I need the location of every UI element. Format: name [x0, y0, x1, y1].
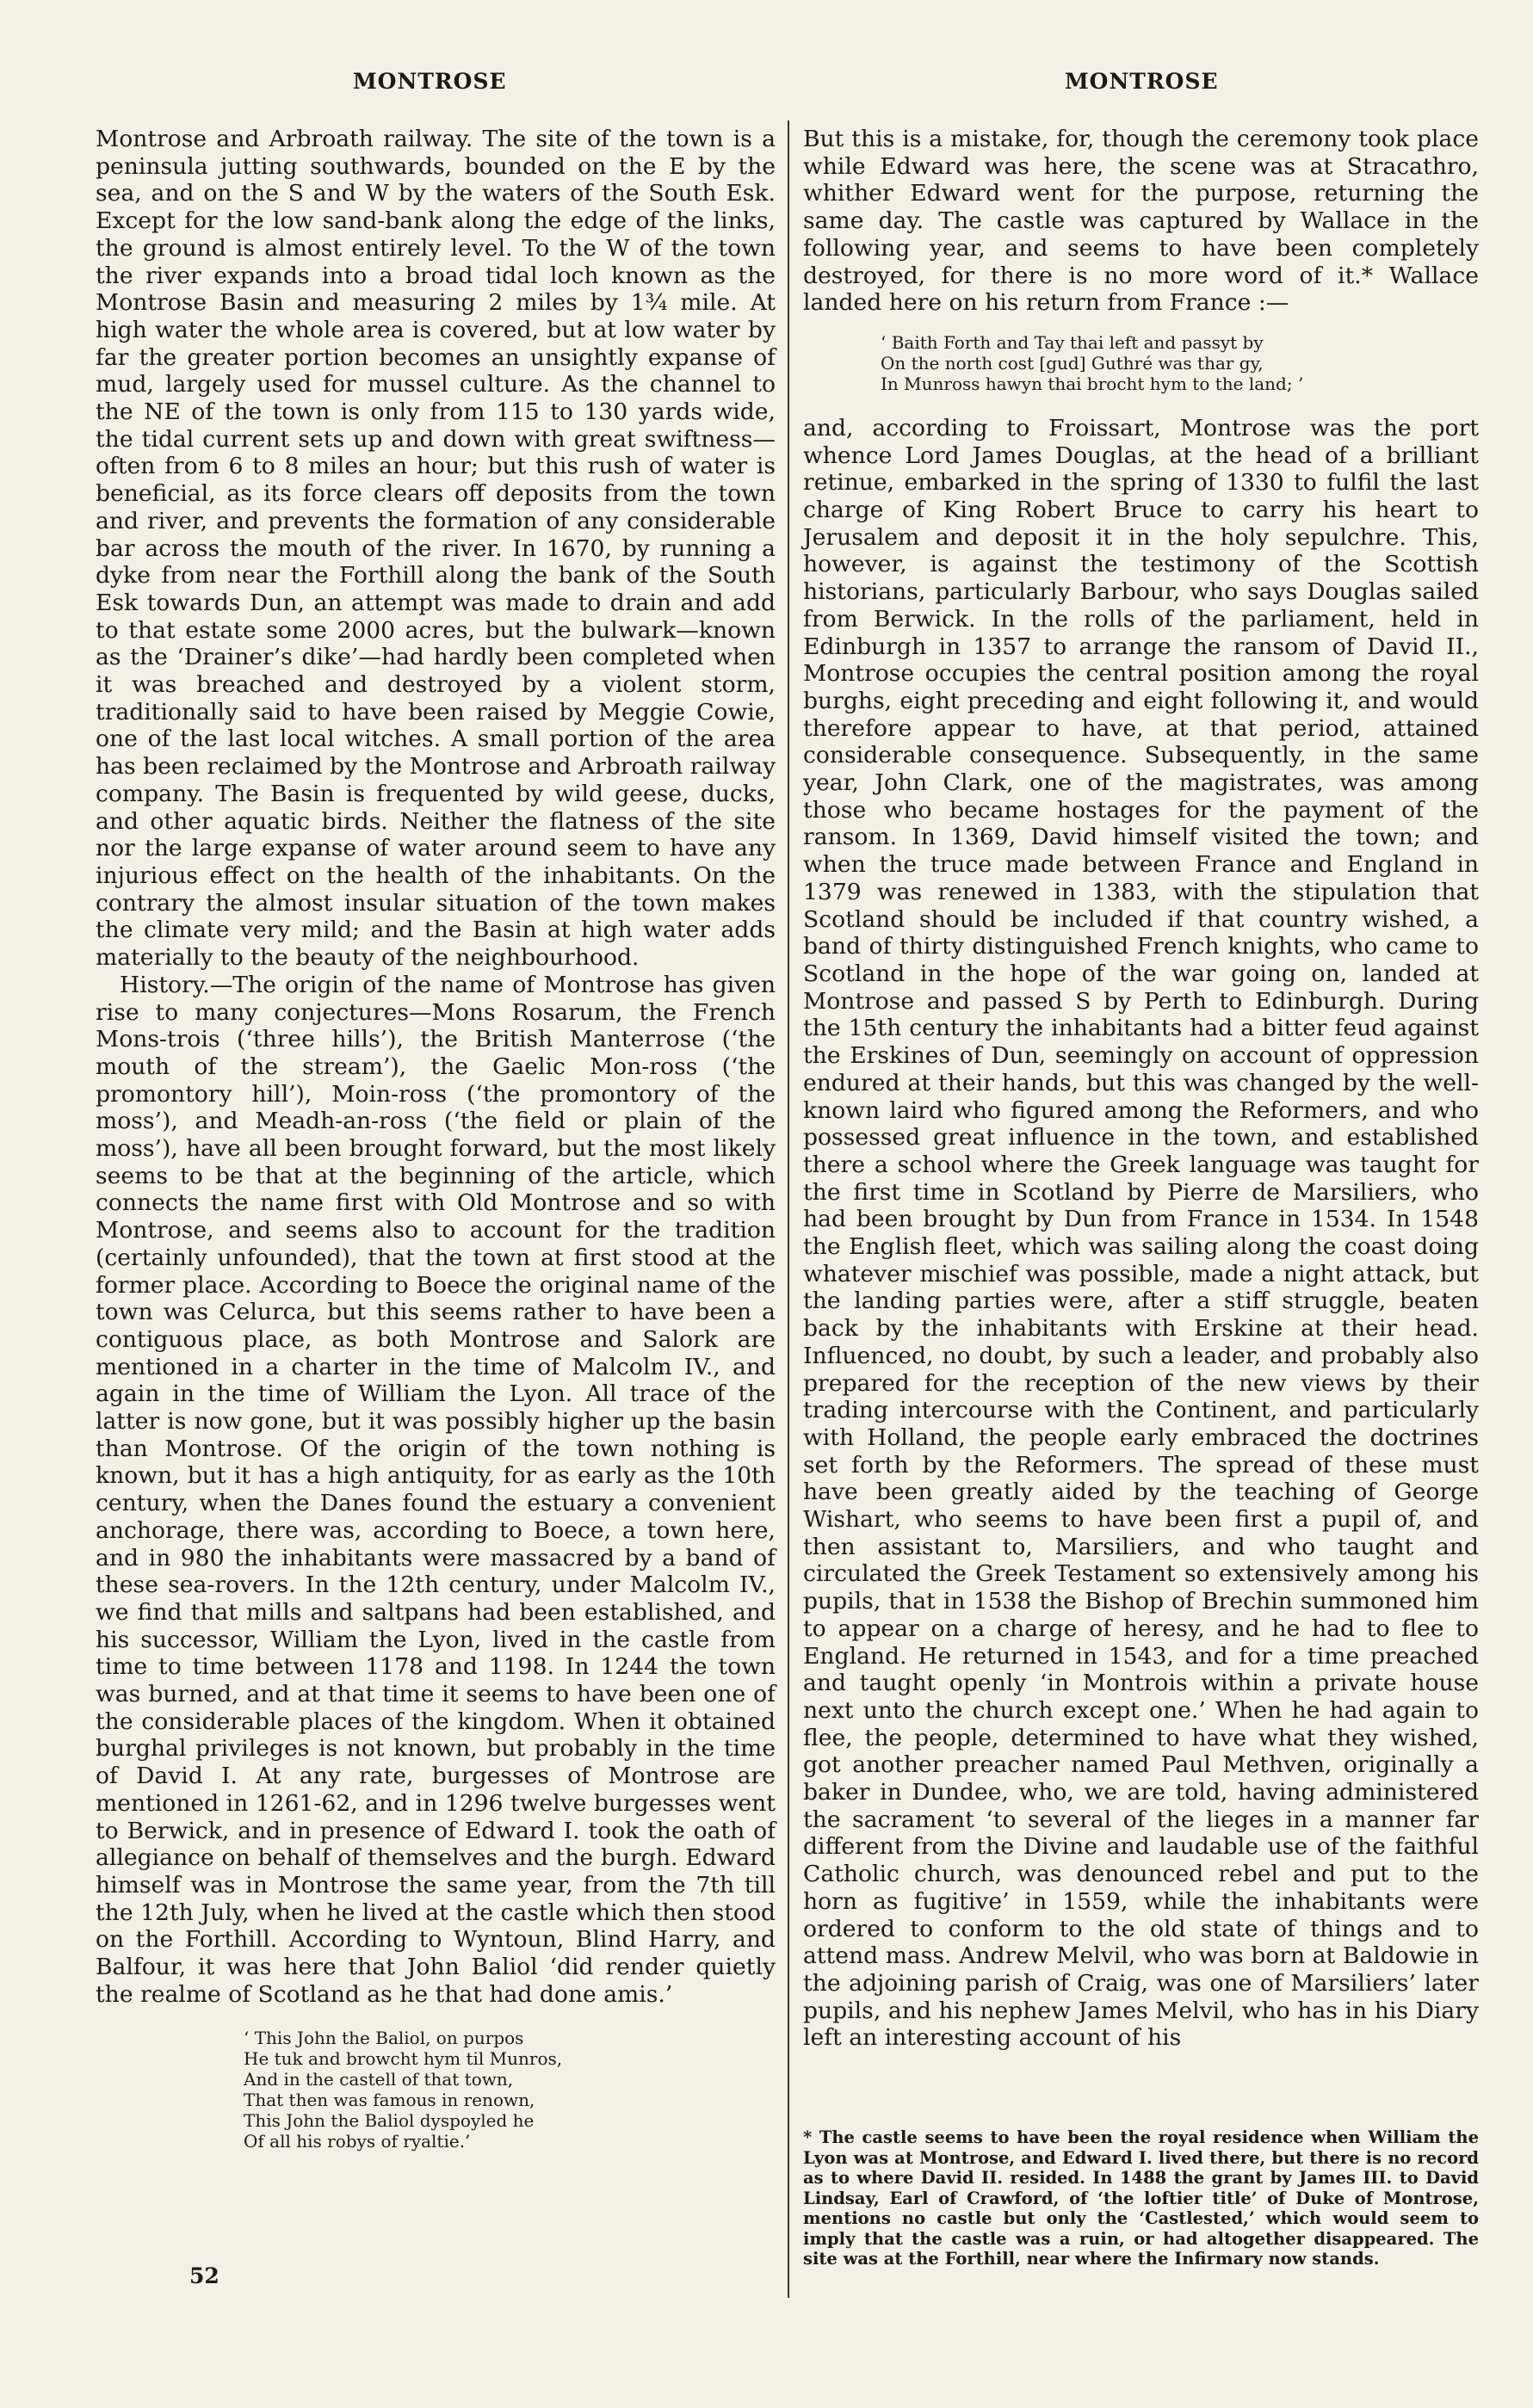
- paragraph-site: Montrose and Arbroath railway. The site of the town is a peninsula jutting southwards, bounded on the E by the sea, and on the S and W by the waters of the South Esk. Except for the low sand-bank along the edge of the links, the ground is almost entirely level. To the W of the town the river expands into a broad tidal loch known as the Montrose Basin and measuring 2 miles by 1¾ mile. At high water the whole area is covered, but at low water by far the greater portion becomes an unsightly expanse of mud, largely used for mussel culture. As the channel to the NE of the town is only from 115 to 130 yards wide, the tidal current sets up and down with great swiftness—often from 6 to 8 miles an hour; but this rush of water is beneficial, as its force clears off deposits from the town and river, and prevents the formation of any considerable bar across the mouth of the river. In 1670, by running a dyke from near the Forthill along the bank of the South Esk towards Dun, an attempt was made to drain and add to that estate some 2000 acres, but the bulwark—known as the ‘Drainer’s dike’—had hardly been completed when it was breached and destroyed by a violent storm, traditionally said to have been raised by Meggie Cowie, one of the last local witches. A small portion of the area has been reclaimed by the Montrose and Arbroath railway company. The Basin is frequented by wild geese, ducks, and other aquatic birds. Neither the flatness of the site nor the large expanse of water around seem to have any injurious effect on the health of the inhabitants. On the contrary the almost insular situation of the town makes the climate very mild; and the Basin at high water adds materially to the beauty of the neighbourhood.: [96, 126, 776, 972]
- paragraph-wallace: But this is a mistake, for, though the ceremony took place while Edward was here, the scene was at Stracathro, whither Edward went for the purpose, returning the same day. The castle was captured by Wallace in the following year, and seems to have been completely destroyed, for there is no more word of it.* Wallace landed here on his return from France :—: [803, 126, 1479, 317]
- verse-quotation-wallace: ‘ Baith Forth and Tay thai left and passyt by On the north cost [gud] Guthré was thar gy, In Munross hawyn thai brocht hym to the land; ’: [881, 331, 1304, 394]
- verse-quotation-baliol: ‘ This John the Baliol, on purpos He tuk and browcht hym til Munros, And in the castell of that town, That then was famous in renown, This John the Baliol dyspoyled he Of all his robys of ryaltie.’: [244, 2027, 563, 2152]
- right-column: [803, 126, 1479, 2052]
- running-head-right: MONTROSE: [1065, 69, 1219, 94]
- footnote: * The castle seems to have been the royal residence when William the Lyon was at Montrose, and Edward I. lived there, but there is no record as to where David II. resided. In 1488 the grant by James III. to David Lindsay, Earl of Crawford, of ‘the loftier title’ of Duke of Montrose, mentions no castle but only the ‘Castlested,’ which would seem to imply that the castle was a ruin, or had altogether disappeared. The site was at the Forthill, near where the Infirmary now stands.: [803, 2127, 1479, 2269]
- column-divider: [788, 120, 789, 2298]
- running-head-left: MONTROSE: [353, 69, 507, 94]
- paragraph-history: History.—The origin of the name of Montrose has given rise to many conjectures—Mons Rosarum, the French Mons-trois (‘three hills’), the British Manterrose (‘the mouth of the stream’), the Gaelic Mon-ross (‘the promontory hill’), Moin-ross (‘the promontory of the moss’), and Meadh-an-ross (‘the field or plain of the moss’), have all been brought forward, but the most likely seems to be that at the beginning of the article, which connects the name first with Old Montrose and so with Montrose, and seems also to account for the tradition (certainly unfounded), that the town at first stood at the former place. According to Boece the original name of the town was Celurca, but this seems rather to have been a contiguous place, as both Montrose and Salork are mentioned in a charter in the time of Malcolm IV., and again in the time of William the Lyon. All trace of the latter is now gone, but it was possibly higher up the basin than Montrose. Of the origin of the town nothing is known, but it has a high antiquity, for as early as the 10th century, when the Danes found the estuary a convenient anchorage, there was, according to Boece, a town here, and in 980 the inhabitants were massacred by a band of these sea-rovers. In the 12th century, under Malcolm IV., we find that mills and saltpans had been established, and his successor, William the Lyon, lived in the castle from time to time between 1178 and 1198. In 1244 the town was burned, and at that time it seems to have been one of the considerable places of the kingdom. When it obtained burghal privileges is not known, but probably in the time of David I. At any rate, burgesses of Montrose are mentioned in 1261-62, and in 1296 twelve burgesses went to Berwick, and in presence of Edward I. took the oath of allegiance on behalf of themselves and the burgh. Edward himself was in Montrose the same year, from the 7th till the 12th July, when he lived at the castle which then stood on the Forthill. According to Wyntoun, Blind Harry, and Balfour, it was here that John Baliol ‘did render quietly the realme of Scotland as he that had done amis.’: [96, 971, 776, 2008]
- page-number: 52: [189, 2263, 219, 2288]
- left-column: [96, 126, 776, 2172]
- paragraph-reformation: and, according to Froissart, Montrose was the port whence Lord James Douglas, at the head of a brilliant retinue, embarked in the spring of 1330 to fulfil the last charge of King Robert Bruce to carry his heart to Jerusalem and deposit it in the holy sepulchre. This, however, is against the testimony of the Scottish historians, particularly Barbour, who says Douglas sailed from Berwick. In the rolls of the parliament, held in Edinburgh in 1357 to arrange the ransom of David II., Montrose occupies the central position among the royal burghs, eight preceding and eight following it, and would therefore appear to have, at that period, attained considerable consequence. Subsequently, in the same year, John Clark, one of the magistrates, was among those who became hostages for the payment of the ransom. In 1369, David himself visited the town; and when the truce made between France and England in 1379 was renewed in 1383, with the stipulation that Scotland should be included if that country wished, a band of thirty distinguished French knights, who came to Scotland in the hope of the war going on, landed at Montrose and passed S by Perth to Edinburgh. During the 15th century the inhabitants had a bitter feud against the Erskines of Dun, seemingly on account of oppression endured at their hands, but this was changed by the well-known laird who figured among the Reformers, and who possessed great influence in the town, and established there a school where the Greek language was taught for the first time in Scotland by Pierre de Marsiliers, who had been brought by Dun from France in 1534. In 1548 the English fleet, which was sailing along the coast doing whatever mischief was possible, made a night attack, but the landing parties were, after a stiff struggle, beaten back by the inhabitants with Erskine at their head. Influenced, no doubt, by such a leader, and probably also prepared for the reception of the new views by their trading intercourse with the Continent, and particularly with Holland, the people early embraced the doctrines set forth by the Reformers. The spread of these must have been greatly aided by the teaching of George Wishart, who seems to have been first a pupil of, and then assistant to, Marsiliers, and who taught and circulated the Greek Testament so extensively among his pupils, that in 1538 the Bishop of Brechin summoned him to appear on a charge of heresy, and he had to flee to England. He returned in 1543, and for a time preached and taught openly ‘in Montrois within a private house next unto the church except one.’ When he had again to flee, the people, determined to have what they wished, got another preacher named Paul Methven, originally a baker in Dundee, who, we are told, having administered the sacrament ‘to several of the lieges in a manner far different from the Divine and laudable use of the faithful Catholic church, was denounced rebel and put to the horn as fugitive’ in 1559, while the inhabitants were ordered to conform to the old state of things and to attend mass. Andrew Melvil, who was born at Baldowie in the adjoining parish of Craig, was one of Marsiliers’ later pupils, and his nephew James Melvil, who has in his Diary left an interesting account of his: [803, 414, 1479, 2052]
